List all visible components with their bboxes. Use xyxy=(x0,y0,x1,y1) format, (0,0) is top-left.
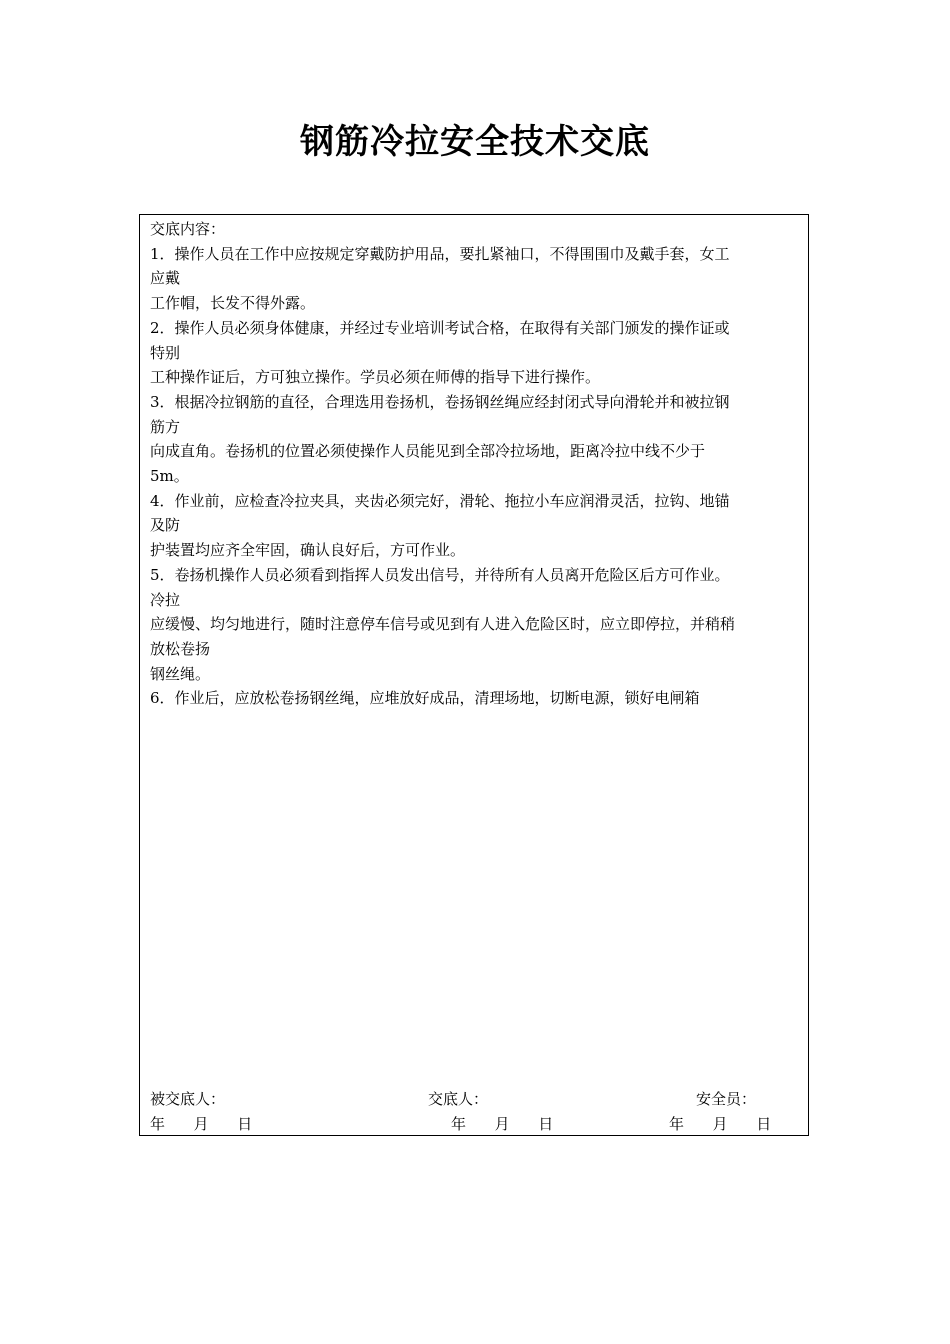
content-line: 及防 xyxy=(150,516,181,535)
content-line: 5．卷扬机操作人员必须看到指挥人员发出信号，并待所有人员离开危险区后方可作业。 xyxy=(150,565,730,584)
safety-officer-date: 年 月 日 xyxy=(669,1115,772,1133)
content-line: 2．操作人员必须身体健康，并经过专业培训考试合格，在取得有关部门颁发的操作证或 xyxy=(150,318,730,337)
content-line: 筋方 xyxy=(150,417,181,436)
receiver-label: 被交底人： xyxy=(150,1090,226,1108)
safety-officer-label: 安全员： xyxy=(696,1090,757,1108)
content-line: 护装置均应齐全牢固，确认良好后，方可作业。 xyxy=(150,541,466,560)
disclosure-content xyxy=(150,217,805,711)
disclosure-content-box xyxy=(139,214,809,1136)
content-line: 放松卷扬 xyxy=(150,639,211,658)
content-line: 工种操作证后，方可独立操作。学员必须在师傅的指导下进行操作。 xyxy=(150,368,601,387)
content-line: 4．作业前，应检查冷拉夹具，夹齿必须完好，滑轮、拖拉小车应润滑灵活，拉钩、地锚 xyxy=(150,491,730,510)
page-title: 钢筋冷拉安全技术交底 xyxy=(300,122,650,162)
content-line: 钢丝绳。 xyxy=(150,664,211,683)
content-line: 3．根据冷拉钢筋的直径，合理选用卷扬机，卷扬钢丝绳应经封闭式导向滑轮并和被拉钢 xyxy=(150,392,730,411)
content-line: 交底内容： xyxy=(150,220,226,238)
content-line: 工作帽，长发不得外露。 xyxy=(150,294,316,313)
receiver-date: 年 月 日 xyxy=(150,1115,253,1133)
content-line: 应缓慢、均匀地进行，随时注意停车信号或见到有人进入危险区时，应立即停拉，并稍稍 xyxy=(150,615,736,634)
content-line: 应戴 xyxy=(150,269,181,288)
content-line: 特别 xyxy=(150,343,181,362)
presenter-label: 交底人： xyxy=(428,1090,489,1108)
content-line: 6．作业后，应放松卷扬钢丝绳，应堆放好成品，清理场地，切断电源，锁好电闸箱 xyxy=(150,689,700,708)
presenter-date: 年 月 日 xyxy=(451,1115,554,1133)
content-line: 1．操作人员在工作中应按规定穿戴防护用品，要扎紧袖口，不得围围巾及戴手套，女工 xyxy=(150,244,730,263)
content-line: 冷拉 xyxy=(150,590,181,609)
content-line: 5m。 xyxy=(150,467,189,486)
content-line: 向成直角。卷扬机的位置必须使操作人员能见到全部冷拉场地，距离冷拉中线不少于 xyxy=(150,442,706,461)
